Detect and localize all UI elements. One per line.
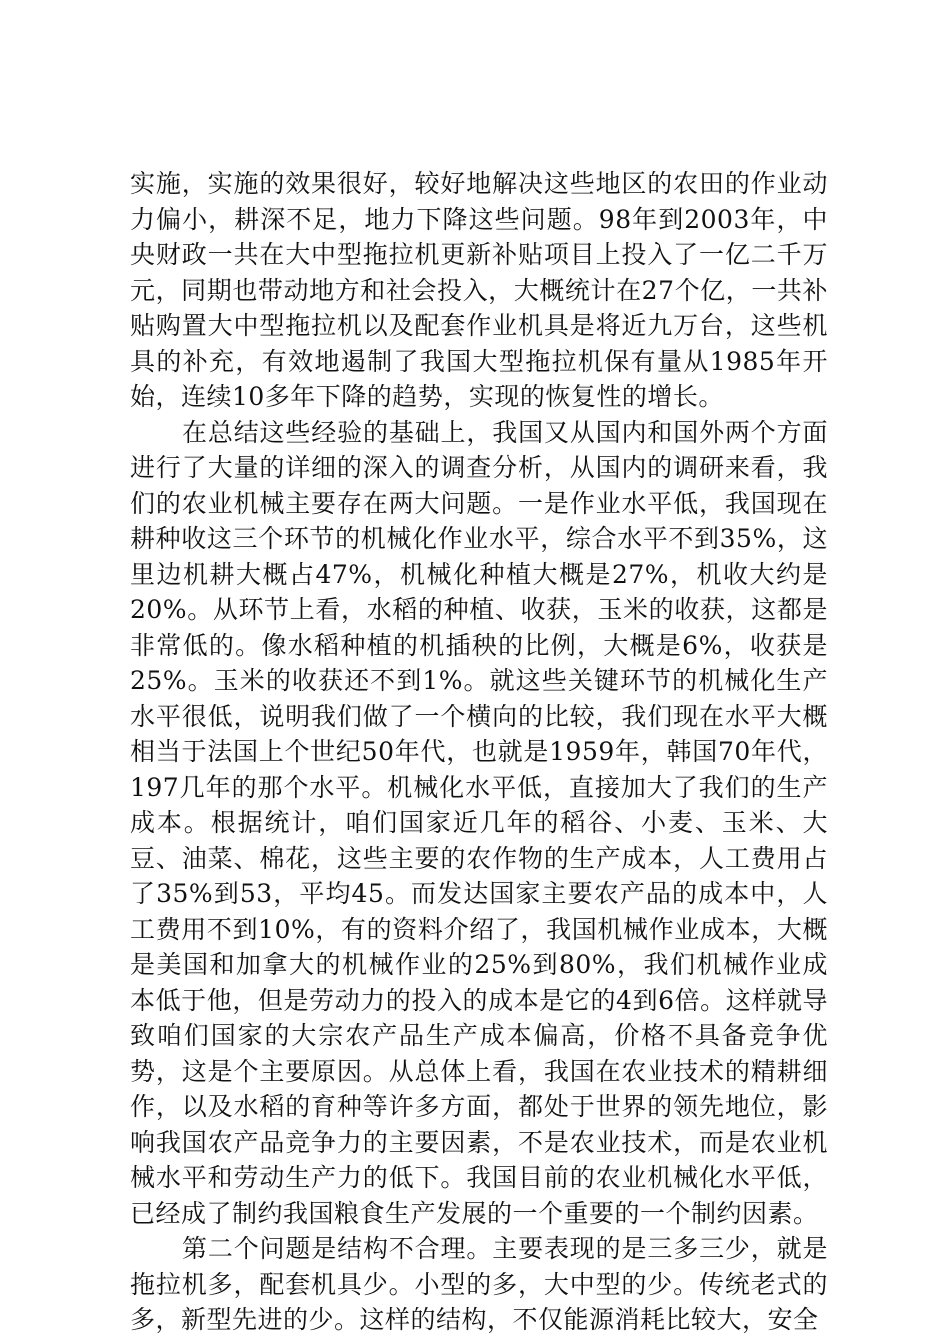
paragraph-continuation: 实施，实施的效果很好，较好地解决这些地区的农田的作业动力偏小，耕深不足，地力下降这些问题。98年到2003年，中央财政一共在大中型拖拉机更新补贴项目上投入了一亿二千万元，同期也带动地方和社会投入，大概统计在27个亿，一共补贴购置大中型拖拉机以及配套作业机具是将近九万台，这些机具的补充，有效地遏制了我国大型拖拉机保有量从1985年开始，连续10多年下降的趋势，实现的恢复性的增长。 (130, 169, 828, 411)
paragraph-second-problem: 第二个问题是结构不合理。主要表现的是三多三少，就是拖拉机多，配套机具少。小型的多，大中型的少。传统老式的多，新型先进的少。这样的结构，不仅能源消耗比较大，安全 (130, 1234, 828, 1334)
paragraph-domestic-survey: 在总结这些经验的基础上，我国又从国内和国外两个方面进行了大量的详细的深入的调查分析，从国内的调研来看，我们的农业机械主要存在两大问题。一是作业水平低，我国现在耕种收这三个环节的机械化作业水平，综合水平不到35%，这里边机耕大概占47%，机械化种植大概是27%，机收大约是20%。从环节上看，水稻的种植、收获，玉米的收获，这都是非常低的。像水稻种植的机插秧的比例，大概是6%，收获是25%。玉米的收获还不到1%。就这些关键环节的机械化生产水平很低，说明我们做了一个横向的比较，我们现在水平大概相当于法国上个世纪50年代，也就是1959年，韩国70年代，197几年的那个水平。机械化水平低，直接加大了我们的生产成本。根据统计，咱们国家近几年的稻谷、小麦、玉米、大豆、油菜、棉花，这些主要的农作物的生产成本，人工费用占了35%到53，平均45。而发达国家主要农产品的成本中，人工费用不到10%，有的资料介绍了，我国机械作业成本，大概是美国和加拿大的机械作业的25%到80%，我们机械作业成本低于他，但是劳动力的投入的成本是它的4到6倍。这样就导致咱们国家的大宗农产品生产成本偏高，价格不具备竞争优势，这是个主要原因。从总体上看，我国在农业技术的精耕细作，以及水稻的育种等许多方面，都处于世界的领先地位，影响我国农产品竞争力的主要因素，不是农业技术，而是农业机械水平和劳动生产力的低下。我国目前的农业机械化水平低，已经成了制约我国粮食生产发展的一个重要的一个制约因素。 (130, 417, 828, 1228)
document-body (130, 166, 828, 1338)
